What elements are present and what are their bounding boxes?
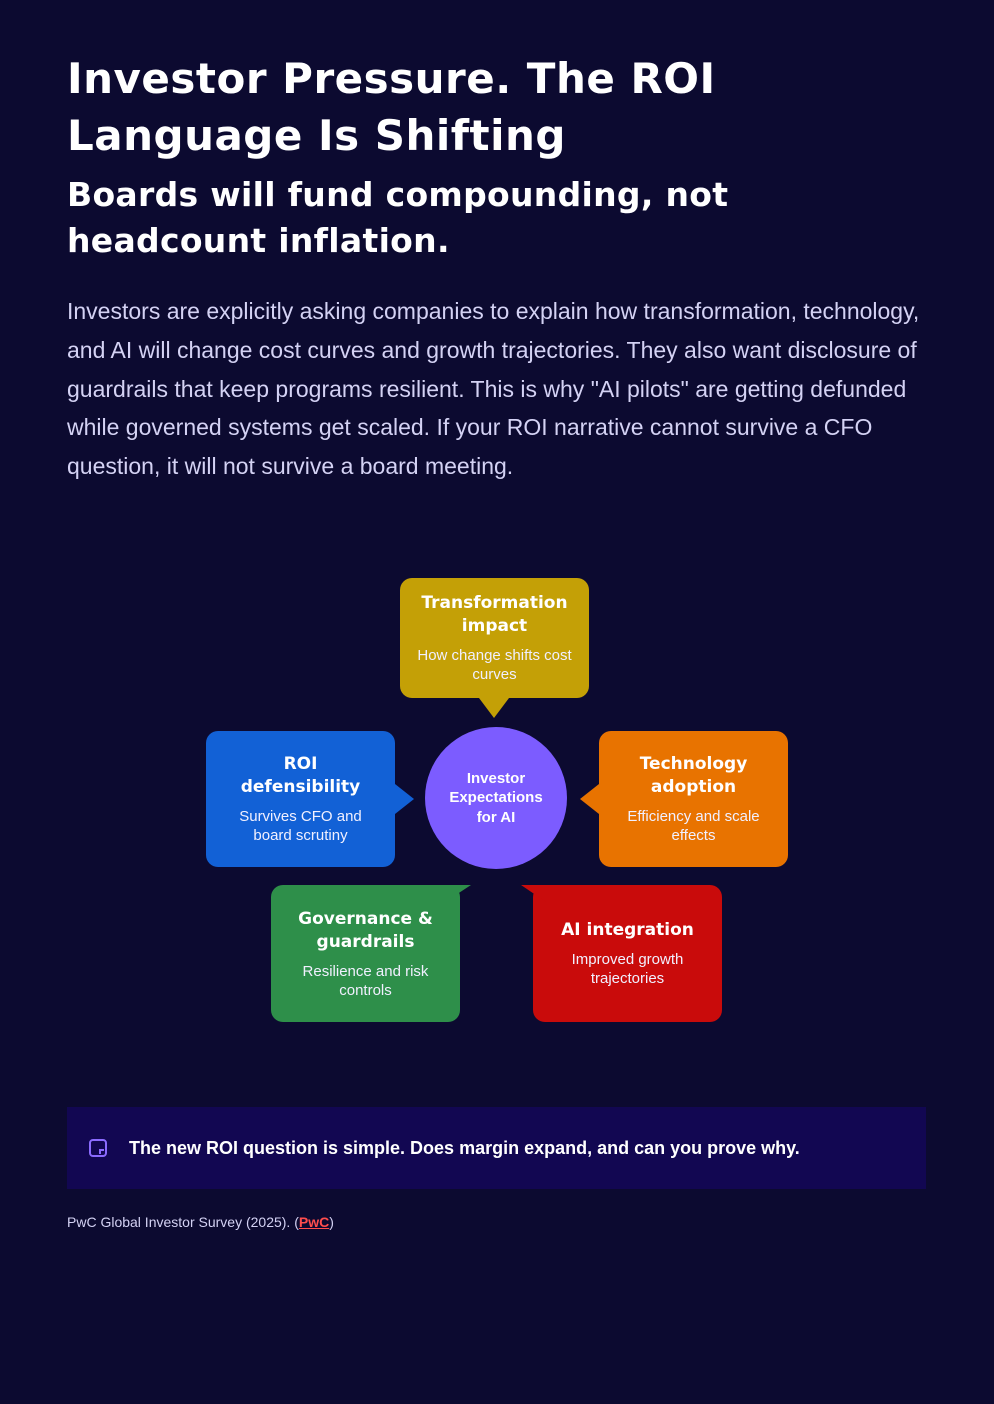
source-suffix: ) <box>329 1214 334 1230</box>
node-roi-defensibility <box>206 731 395 867</box>
node-title: AI integration <box>561 920 694 940</box>
node-description: How change shifts cost curves <box>417 647 572 683</box>
node-title: ROI defensibility <box>240 754 361 797</box>
source-text: PwC Global Investor Survey (2025). ( <box>67 1214 299 1230</box>
node-technology-adoption <box>599 731 788 867</box>
source-citation <box>67 1214 334 1230</box>
intro-paragraph: Investors are explicitly asking companies to explain how transformation, technology, and AI will change cost curves and growth trajectories. They also want disclosure of guardrails that keep programs resilient. This is why "AI pilots" are getting defunded while governed systems get scaled. If your ROI narrative cannot survive a CFO question, it will not survive a board meeting. <box>67 298 920 480</box>
node-title: Governance & guardrails <box>298 908 433 952</box>
node-description: Survives CFO and board scrutiny <box>239 808 362 844</box>
pointer-governance <box>442 885 471 904</box>
node-ai-integration <box>533 885 722 1022</box>
node-description: Resilience and risk controls <box>302 962 429 999</box>
source-link[interactable]: PwC <box>298 1214 330 1230</box>
pointer-ai-integration <box>521 885 549 904</box>
hub-label: Investor Expectations for AI <box>449 769 543 826</box>
node-description: Improved growth trajectories <box>571 951 684 987</box>
node-title: Technology adoption <box>639 754 748 797</box>
node-governance-guardrails <box>271 885 460 1022</box>
node-transformation-impact <box>400 578 589 698</box>
pointer-transformation <box>479 698 509 718</box>
key-takeaway-callout <box>67 1107 926 1189</box>
callout-text: The new ROI question is simple. Does margin expand, and can you prove why. <box>129 1137 800 1158</box>
page-title: Investor Pressure. The ROI Language Is Shifting <box>67 54 716 160</box>
pointer-technology <box>580 784 599 814</box>
node-title: Transformation impact <box>421 593 568 636</box>
hub-circle <box>425 727 567 869</box>
page-subtitle: Boards will fund compounding, not headcount inflation. <box>67 175 729 260</box>
pointer-roi <box>395 784 414 814</box>
node-description: Efficiency and scale effects <box>627 808 760 844</box>
note-icon <box>89 1139 107 1157</box>
